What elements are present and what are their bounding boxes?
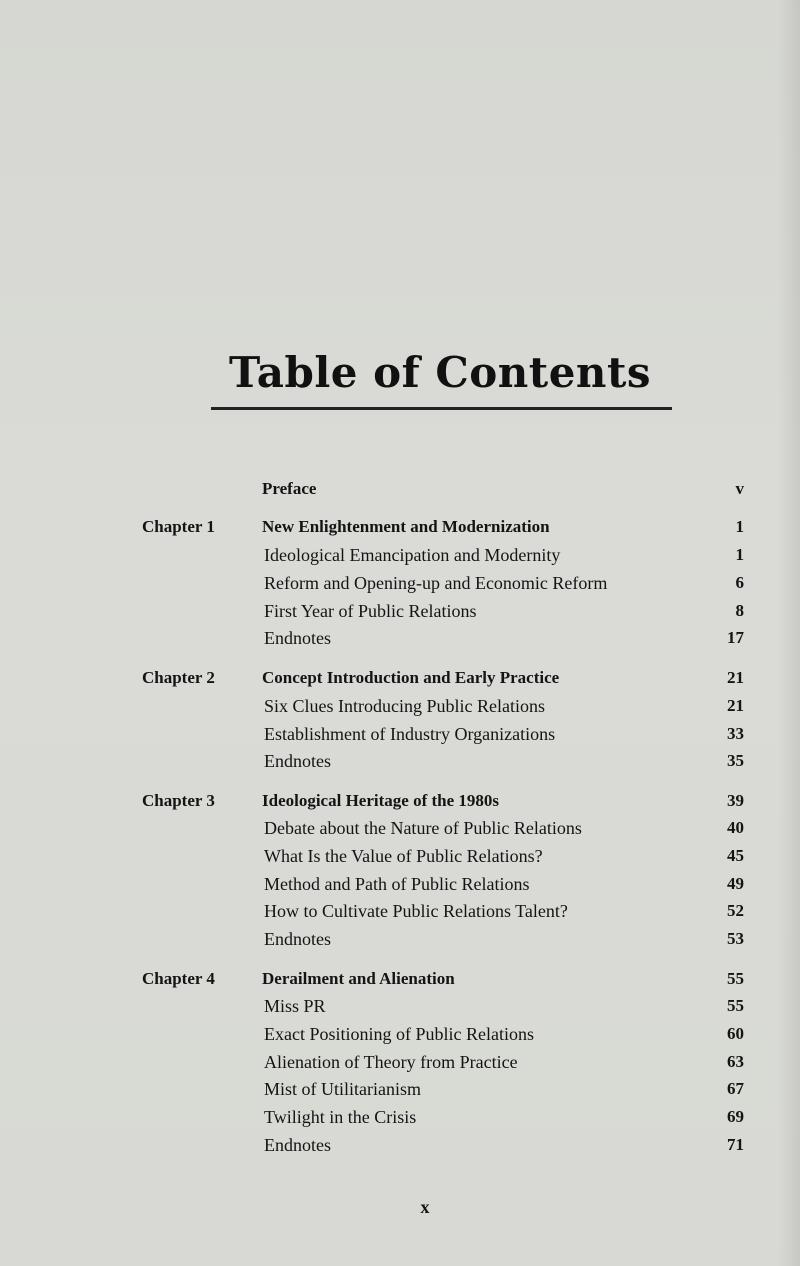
toc-section: Endnotes xyxy=(264,1135,331,1155)
toc-section-page: 63 xyxy=(727,1052,744,1071)
page-title: Table of Contents xyxy=(229,348,651,397)
toc-section: Endnotes xyxy=(264,751,331,771)
chapter-1-label: Chapter 1 xyxy=(142,517,215,536)
toc-section-page: 35 xyxy=(727,751,744,770)
page-number: x xyxy=(420,1197,430,1217)
toc-section-page: 1 xyxy=(735,545,744,564)
toc-section: Debate about the Nature of Public Relations xyxy=(264,818,582,838)
toc-section: Establishment of Industry Organizations xyxy=(264,724,556,744)
toc-preface-label: Preface xyxy=(262,479,317,498)
toc-section-page: 69 xyxy=(727,1107,744,1126)
toc-preface-page: v xyxy=(735,479,744,498)
toc-section: Alienation of Theory from Practice xyxy=(264,1052,518,1072)
chapter-4-label: Chapter 4 xyxy=(142,969,215,988)
toc-section-page: 33 xyxy=(727,724,744,743)
chapter-2-title: Concept Introduction and Early Practice xyxy=(262,668,560,687)
toc-section: Reform and Opening-up and Economic Reform xyxy=(264,573,608,593)
toc-section: Endnotes xyxy=(264,628,331,648)
toc-section: Six Clues Introducing Public Relations xyxy=(264,696,545,716)
toc-section: Ideological Emancipation and Modernity xyxy=(264,545,561,565)
chapter-2-label: Chapter 2 xyxy=(142,668,215,687)
chapter-2-page: 21 xyxy=(727,668,744,687)
toc-section-page: 17 xyxy=(727,628,744,647)
chapter-3-title: Ideological Heritage of the 1980s xyxy=(262,791,500,810)
toc-section-page: 40 xyxy=(727,818,744,837)
toc-section: Endnotes xyxy=(264,929,331,949)
chapter-1-title: New Enlightenment and Modernization xyxy=(262,517,550,536)
toc-section: Method and Path of Public Relations xyxy=(264,874,530,894)
toc-section: How to Cultivate Public Relations Talent? xyxy=(264,901,568,921)
toc-section-page: 8 xyxy=(735,601,744,620)
chapter-4-title: Derailment and Alienation xyxy=(262,969,455,988)
toc-section-page: 52 xyxy=(727,901,744,920)
toc-section-page: 55 xyxy=(727,996,744,1015)
toc-section: Exact Positioning of Public Relations xyxy=(264,1024,534,1044)
toc-section-page: 6 xyxy=(735,573,744,592)
toc-section-page: 45 xyxy=(727,846,744,865)
toc-section-page: 49 xyxy=(727,874,744,893)
toc-section: Mist of Utilitarianism xyxy=(264,1079,421,1099)
toc-section: What Is the Value of Public Relations? xyxy=(264,846,543,866)
chapter-3-label: Chapter 3 xyxy=(142,791,215,810)
chapter-4-page: 55 xyxy=(727,969,744,988)
toc-section: Miss PR xyxy=(264,996,326,1016)
chapter-1-page: 1 xyxy=(735,517,744,536)
toc-section-page: 60 xyxy=(727,1024,744,1043)
toc-section-page: 71 xyxy=(727,1135,744,1154)
toc-section-page: 21 xyxy=(727,696,744,715)
toc-section-page: 67 xyxy=(727,1079,744,1098)
toc-section-page: 53 xyxy=(727,929,744,948)
chapter-3-page: 39 xyxy=(727,791,744,810)
toc-section: First Year of Public Relations xyxy=(264,601,477,621)
toc-section: Twilight in the Crisis xyxy=(264,1107,417,1127)
